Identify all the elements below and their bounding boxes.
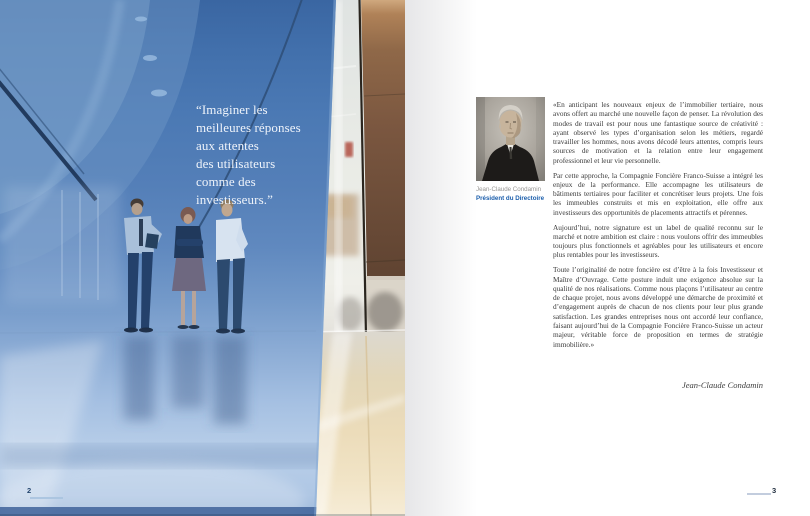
photo-blue-zone [0, 0, 340, 516]
quote-line: meilleures réponses [196, 120, 301, 135]
quote-line: comme des [196, 174, 256, 189]
paragraph: Par cette approche, la Compagnie Foncière Franco-Suisse a intégré les enjeux de la performance. Elle accompagne les utilisateurs de bâtiments tertiaires pour faciliter et concrétiser leurs projets. Une fois les immeubles construits et mis en exploitation, elle offre aux investisseurs des opportunités de placements attractifs et pérennes. [553, 170, 763, 217]
cover-quote [196, 101, 346, 209]
quote-line: investisseurs.” [196, 192, 273, 207]
right-page [405, 0, 810, 516]
quote-line: des utilisateurs [196, 156, 276, 171]
paragraph: «En anticipant les nouveaux enjeux de l’immobilier tertiaire, nous avons offert au marché une nouvelle façon de penser. La révolution des modes de travail est pour nous une fantastique source de créativité : ayant observé les types d’organisation selon les métiers, regardé travailler les hommes, nous avons décodé leurs attentes, compris leurs sources de motivation et la relation entre leur engagement professionnel et leur vie personnelle. [553, 100, 763, 165]
page-number-right-rule [747, 493, 771, 495]
portrait-caption-title: Président du Directoire [476, 195, 545, 202]
gutter-shadow [405, 0, 477, 516]
signature: Jean-Claude Condamin [682, 379, 763, 390]
paragraph: Aujourd’hui, notre signature est un label de qualité reconnu sur le marché et notre ambition est claire : nous voulons offrir des immeubles toujours plus fonctionnels et agréables pour les utilisateurs et encore plus rentables pour les investisseurs. [553, 222, 763, 260]
portrait-caption-name: Jean-Claude Condamin [476, 186, 542, 193]
chairman-portrait-photo [476, 97, 545, 181]
page-number-left: 2 [27, 486, 32, 495]
quote-line: aux attentes [196, 138, 259, 153]
editorial-text [553, 100, 763, 390]
page-number-right: 3 [772, 486, 777, 495]
portrait-column [476, 97, 546, 202]
paragraph: Toute l’originalité de notre foncière est d’être à la fois Investisseur et Maître d’Ouvrage. Cette posture induit une exigence absolue sur la qualité de nos réalisations. Comme nous plaçons l’utilisateur au centre de chaque projet, nous avons développé une démarche de proximité et d’engagement auprès de chacun de nos clients pour leur plus grande satisfaction. Les grandes entreprises nous ont accordé leur confiance, faisant aujourd’hui de la Compagnie Foncière Franco-Suisse un acteur majeur, véritable force de proposition en termes de stratégie immobilière.» [553, 265, 763, 349]
page-number-left-rule [30, 497, 63, 499]
quote-line: “Imaginer les [196, 102, 268, 117]
